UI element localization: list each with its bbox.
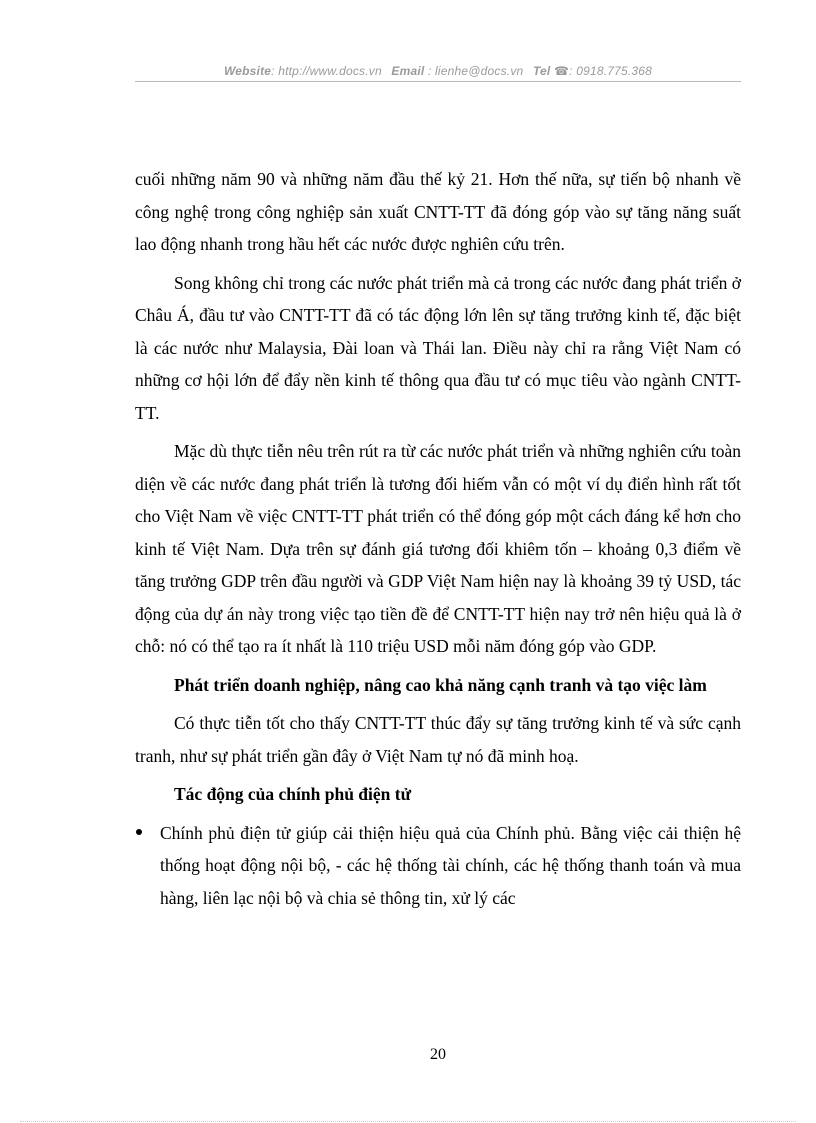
website-value: : http://www.docs.vn: [271, 64, 382, 78]
website-label: Website: [223, 64, 272, 78]
paragraph-2: Song không chỉ trong các nước phát triển mà cả trong các nước đang phát triển ở Châu Á, đầu tư vào CNTT-TT đã có tác động lớn lên sự tăng trưởng kinh tế, đặc biệt là các nước như Malaysia, Đài loan và Thái lan. Điều này chỉ ra rằng Việt Nam có những cơ hội lớn để đẩy nền kinh tế thông qua đầu tư có mục tiêu vào ngành CNTT-TT.: [135, 272, 741, 423]
bullet-item: [135, 817, 741, 915]
paragraph-3: Mặc dù thực tiễn nêu trên rút ra từ các nước phát triển và những nghiên cứu toàn diện về các nước đang phát triển là tương đối hiếm vẫn có một ví dụ điển hình rất tốt cho Việt Nam về việc CNTT-TT phát triển có thể đóng góp một cách đáng kể hơn cho kinh tế Việt Nam. Dựa trên sự đánh giá tương đối khiêm tốn – khoảng 0,3 điểm về tăng trưởng GDP trên đầu người và GDP Việt Nam hiện nay là khoảng 39 tỷ USD, tác động của dự án này trong việc tạo tiền đề để CNTT-TT hiện nay trở nên hiệu quả là ở chỗ: nó có thể tạo ra ít nhất là 110 triệu USD mỗi năm đóng góp vào GDP.: [135, 441, 741, 656]
paragraph-4: Có thực tiễn tốt cho thấy CNTT-TT thúc đẩy sự tăng trưởng kinh tế và sức cạnh tranh, như sự phát triển gần đây ở Việt Nam tự nó đã minh hoạ.: [135, 713, 741, 766]
phone-icon: ☎: [554, 64, 570, 78]
email-value: : lienhe@docs.vn: [427, 64, 524, 78]
section-heading-egov: Tác động của chính phủ điện tử: [174, 784, 412, 804]
email-label: Email: [391, 64, 425, 78]
section-heading-business: Phát triển doanh nghiệp, nâng cao khả năng cạnh tranh và tạo việc làm: [174, 674, 707, 695]
bullet-icon: [136, 829, 142, 835]
tel-value: : 0918.775.368: [569, 64, 653, 78]
page-number: 20: [430, 1046, 446, 1063]
paragraph-1: cuối những năm 90 và những năm đầu thế kỷ 21. Hơn thế nữa, sự tiến bộ nhanh về công nghệ trong công nghiệp sản xuất CNTT-TT đã đóng góp vào sự tăng năng suất lao động nhanh trong hầu hết các nước được nghiên cứu trên.: [135, 169, 741, 254]
page-header: [135, 64, 741, 78]
header-divider: [135, 81, 741, 82]
tel-label: Tel: [532, 64, 551, 78]
document-body: [135, 163, 741, 920]
bullet-text: Chính phủ điện tử giúp cải thiện hiệu quả của Chính phủ. Bằng việc cải thiện hệ thống hoạt động nội bộ, - các hệ thống tài chính, các hệ thống thanh toán và mua hàng, liên lạc nội bộ và chia sẻ thông tin, xử lý các: [160, 822, 741, 908]
footer-divider: [20, 1121, 796, 1122]
